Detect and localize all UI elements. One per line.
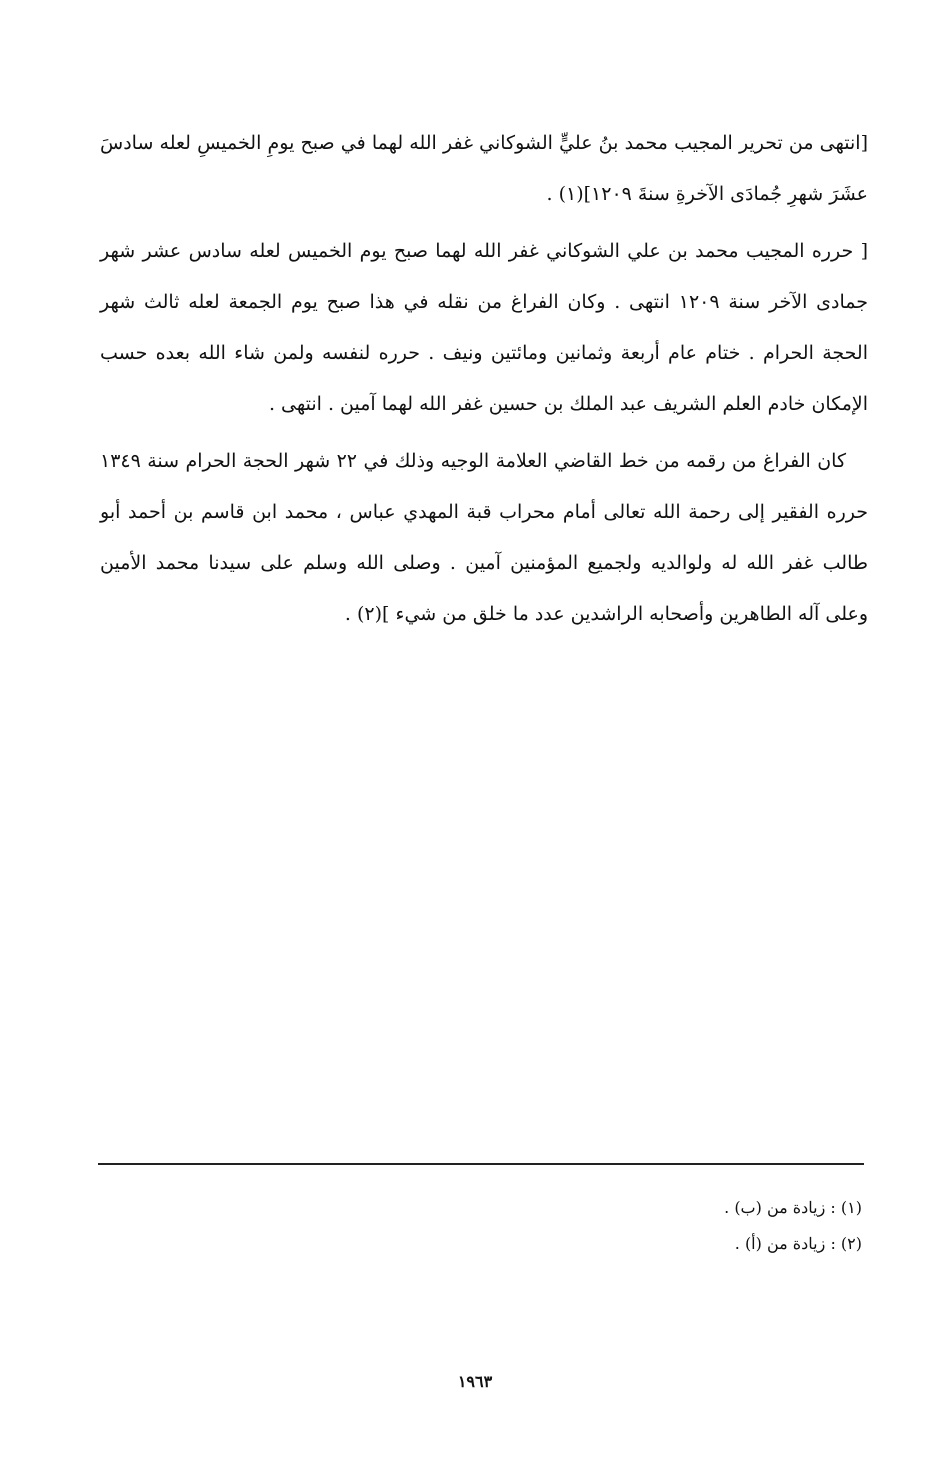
page-number: ١٩٦٣ — [457, 1372, 493, 1391]
footnotes — [100, 1190, 862, 1262]
footnote-1: (١) : زيادة من (ب) . — [724, 1198, 862, 1217]
main-text — [100, 118, 868, 646]
paragraph-closing-note: [انتهى من تحرير المجيب محمد بنُ عليٍّ الشوكاني غفر الله لهما في صبح يومِ الخميسِ لعله سادسَ عشَرَ شهرِ جُمادَى الآخرةِ سنةَ ١٢٠٩](١) . — [100, 132, 868, 205]
paragraph-copyist-note-2: كان الفراغ من رقمه من خط القاضي العلامة الوجيه وذلك في ٢٢ شهر الحجة الحرام سنة ١٣٤٩ حرره الفقير إلى رحمة الله تعالى أمام محراب قبة المهدي عباس ، محمد ابن قاسم بن أحمد أبو طالب غفر الله له ولوالديه ولجميع المؤمنين آمين . وصلى الله وسلم على سيدنا محمد الأمين وعلى آله الطاهرين وأصحابه الراشدين عدد ما خلق من شيء ](٢) . — [100, 450, 868, 625]
paragraph-copyist-note-1: [ حرره المجيب محمد بن علي الشوكاني غفر الله لهما صبح يوم الخميس لعله سادس عشر شهر جمادى الآخر سنة ١٢٠٩ انتهى . وكان الفراغ من نقله في هذا صبح يوم الجمعة لعله ثالث شهر الحجة الحرام . ختام عام أربعة وثمانين ومائتين ونيف . حرره لنفسه ولمن شاء الله بعده حسب الإمكان خادم العلم الشريف عبد الملك بن حسين غفر الله لهما آمين . انتهى . — [100, 240, 868, 415]
footnote-divider — [98, 1163, 864, 1165]
footnote-2: (٢) : زيادة من (أ) . — [734, 1234, 862, 1253]
